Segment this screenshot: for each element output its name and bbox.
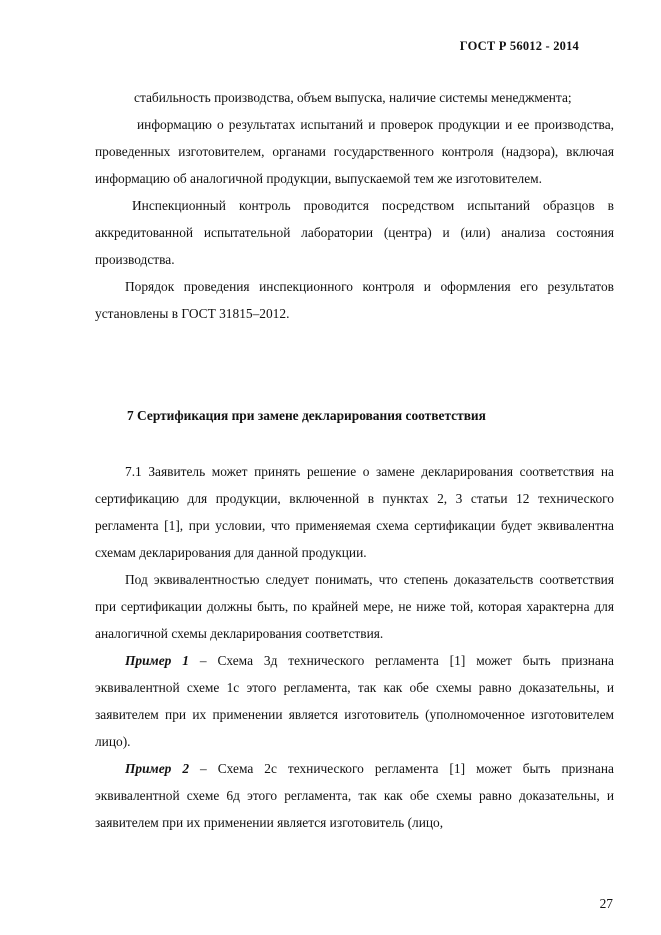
document-header: ГОСТ Р 56012 - 2014 [459,39,579,53]
upper-text-block [95,84,614,327]
example-1-label: Пример 1 [125,653,189,668]
paragraph-7-1: 7.1 Заявитель может принять решение о замене декларирования соответствия на сертификацию для продукции, включенной в пунктах 2, 3 статьи 12 технического регламента [1], при условии, что применяемая схема сертификации будет эквивалентна схемам декларирования для данной продукции. [95,464,614,560]
example-1 [95,647,614,755]
example-2-text: – Схема 2с технического регламента [1] может быть признана эквивалентной схеме 6д этого регламента, так как обе схемы равно доказательны, и заявителем при их применении является изготовитель (лицо, [95,761,614,830]
paragraph-stability: стабильность производства, объем выпуска, наличие системы менеджмента; [134,90,572,105]
paragraph-test-results: информацию о результатах испытаний и проверок продукции и ее производства, проведенных изготовителем, органами государственного контроля (надзора), включая информацию об аналогичной продукции, выпускаемой тем же изготовителем. [95,117,614,186]
section-text-block [95,458,614,836]
paragraph-equivalence: Под эквивалентностью следует понимать, что степень доказательств соответствия при сертификации должны быть, по крайней мере, не ниже той, которая характерна для аналогичной схемы декларирования соответствия. [95,572,614,641]
section-heading: 7 Сертификация при замене декларирования соответствия [127,408,486,423]
example-2 [95,755,614,836]
page-number: 27 [599,896,613,911]
example-2-label: Пример 2 [125,761,190,776]
example-1-text: – Схема 3д технического регламента [1] может быть признана эквивалентной схеме 1с этого регламента, так как обе схемы равно доказательны, и заявителем при их применении является изготовитель (уполномоченное изготовителем лицо). [95,653,614,749]
paragraph-inspection-procedure: Порядок проведения инспекционного контроля и оформления его результатов установлены в ГОСТ 31815–2012. [95,279,614,321]
paragraph-inspection-control: Инспекционный контроль проводится посредством испытаний образцов в аккредитованной испытательной лаборатории (центра) и (или) анализа состояния производства. [95,198,614,267]
